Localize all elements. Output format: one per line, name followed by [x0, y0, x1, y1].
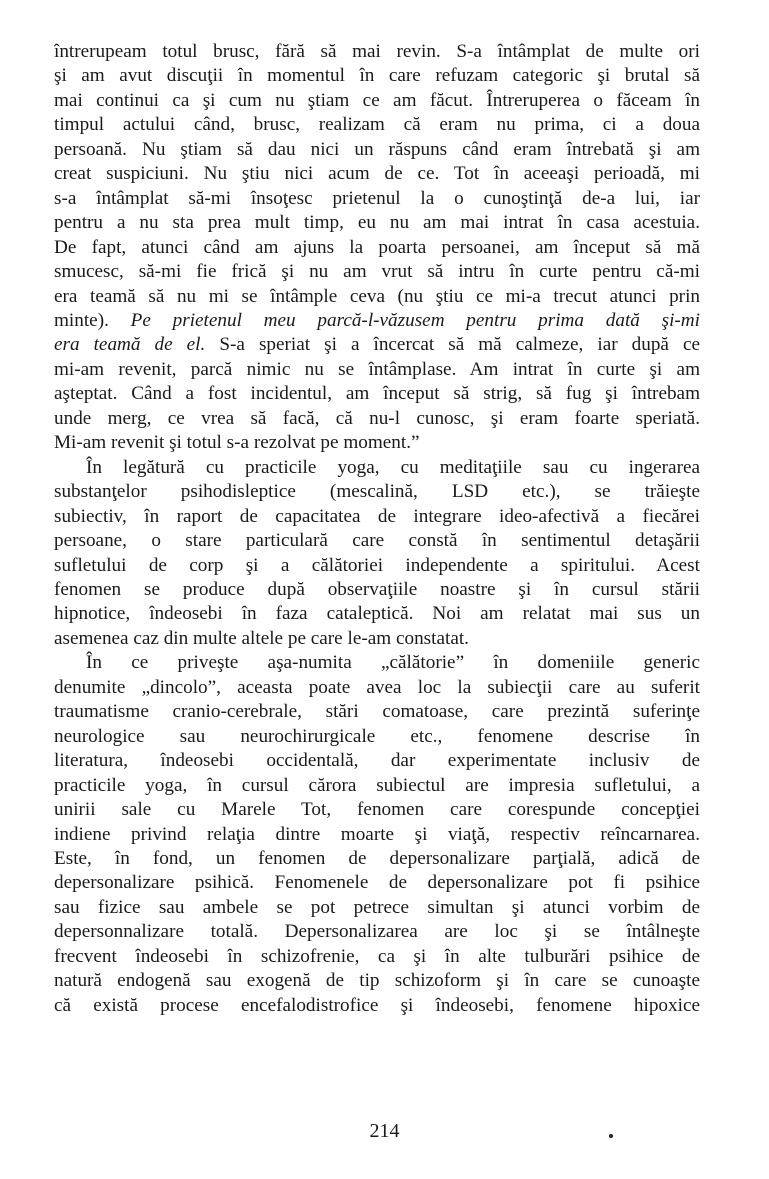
- text-line: creat suspiciuni. Nu ştiu nici acum de ce. Tot în aceeaşi perioadă, mi: [54, 163, 700, 185]
- text-line: era teamă să nu mi se întâmple ceva (nu ştiu ce mi-a trecut atunci prin: [54, 285, 700, 307]
- text-line: neurologice sau neurochirurgicale etc., fenomene descrise în: [54, 725, 700, 747]
- text-line: unirii sale cu Marele Tot, fenomen care corespunde concepţiei: [54, 799, 700, 821]
- text-line: hipnotice, îndeosebi în faza cataleptică. Noi am relatat mai sus un: [54, 603, 700, 625]
- text-line: timpul actului când, brusc, realizam că eram nu prima, ci a doua: [54, 114, 700, 136]
- text-line: mai continui ca şi cum nu ştiam ce am făcut. Întreruperea o făceam în: [54, 89, 700, 111]
- text-line: întrerupeam totul brusc, fără să mai revin. S-a întâmplat de multe ori: [54, 41, 700, 62]
- text-segment: minte).: [54, 309, 131, 331]
- text-segment: S-a speriat şi a încercat să mă calmeze, iar după ce: [205, 334, 700, 356]
- text-line: mi-am revenit, parcă nimic nu se întâmplase. Am intrat în curte şi am: [54, 358, 700, 380]
- text-line: depersonalizare psihică. Fenomenele de depersonalizare pot fi psihice: [54, 872, 700, 894]
- paragraph-yoga: [54, 456, 700, 652]
- text-line: depersonnalizare totală. Depersonalizarea are loc şi se întâlneşte: [54, 921, 700, 943]
- text-line: pentru a nu sta prea mult timp, eu nu am mai intrat în casa acestuia.: [54, 212, 700, 234]
- paragraph-depersonalization: [54, 651, 700, 1018]
- text-line: denumite „dincolo”, aceasta poate avea loc la subiecţii care au suferit: [54, 676, 700, 698]
- text-line: substanţelor psihodisleptice (mescalină, LSD etc.), se trăieşte: [54, 481, 700, 503]
- page-body: [54, 40, 700, 1018]
- text-line: asemenea caz din multe altele pe care le-am constatat.: [54, 627, 469, 649]
- text-line: natură endogenă sau exogenă de tip schizoform şi în care se cunoaşte: [54, 970, 700, 992]
- text-line: sufletului de corp şi a călătoriei independente a spiritului. Acest: [54, 554, 700, 576]
- text-line: indiene privind relaţia dintre moarte şi viaţă, respectiv reîncarnarea.: [54, 823, 700, 845]
- page-number: 214: [369, 1120, 400, 1142]
- text-line: smucesc, să-mi fie frică şi nu am vrut să intru în curte pentru că-mi: [54, 261, 700, 283]
- text-line: literatura, îndeosebi occidentală, dar experimentate inclusiv de: [54, 750, 700, 772]
- text-line: În legătură cu practicile yoga, cu meditaţiile sau cu ingerarea: [86, 456, 700, 478]
- italic-quote: Pe prietenul meu parcă-l-văzusem pentru prima dată şi-mi: [130, 309, 700, 331]
- text-line: că există procese encefalodistrofice şi îndeosebi, fenomene hipoxice: [54, 994, 700, 1016]
- text-line: s-a întâmplat să-mi însoţesc prietenul la o cunoştinţă de-a lui, iar: [54, 187, 700, 209]
- text-line: De fapt, atunci când am ajuns la poarta persoanei, am început să mă: [54, 236, 700, 258]
- paragraph-continuation: [54, 40, 700, 456]
- text-line: În ce priveşte aşa-numita „călătorie” în domeniile generic: [86, 652, 700, 674]
- text-line: persoane, o stare particulară care constă în sentimentul detaşării: [54, 530, 700, 552]
- text-line-mixed: [54, 333, 700, 357]
- text-line: practicile yoga, în cursul cărora subiectul are impresia sufletului, a: [54, 774, 700, 796]
- text-line: Este, în fond, un fenomen de depersonalizare parţială, adică de: [54, 847, 700, 869]
- text-line: şi am avut discuţii în momentul în care refuzam categoric şi brutal să: [54, 65, 700, 87]
- text-line: persoană. Nu ştiam să dau nici un răspuns când eram întrebată şi am: [54, 138, 700, 160]
- text-line: unde merg, ce vrea să facă, că nu-l cunosc, şi eram foarte speriată.: [54, 407, 700, 429]
- scan-speck: [609, 1134, 613, 1138]
- italic-quote: era teamă de el.: [54, 334, 206, 356]
- text-line: Mi-am revenit şi totul s-a rezolvat pe moment.”: [54, 432, 420, 454]
- text-line: sau fizice sau ambele se pot petrece simultan şi atunci vorbim de: [54, 896, 700, 918]
- text-line-mixed: [54, 309, 700, 333]
- text-line: traumatisme cranio-cerebrale, stări comatoase, care prezintă suferinţe: [54, 701, 700, 723]
- text-line: aşteptat. Când a fost incidentul, am început să strig, să fug şi întrebam: [54, 383, 700, 405]
- text-line: subiectiv, în raport de capacitatea de integrare ideo-afectivă a fiecărei: [54, 505, 700, 527]
- text-line: fenomen se produce după observaţiile noastre şi în cursul stării: [54, 578, 700, 600]
- text-line: frecvent îndeosebi în schizofrenie, ca şi în alte tulburări psihice de: [54, 945, 700, 967]
